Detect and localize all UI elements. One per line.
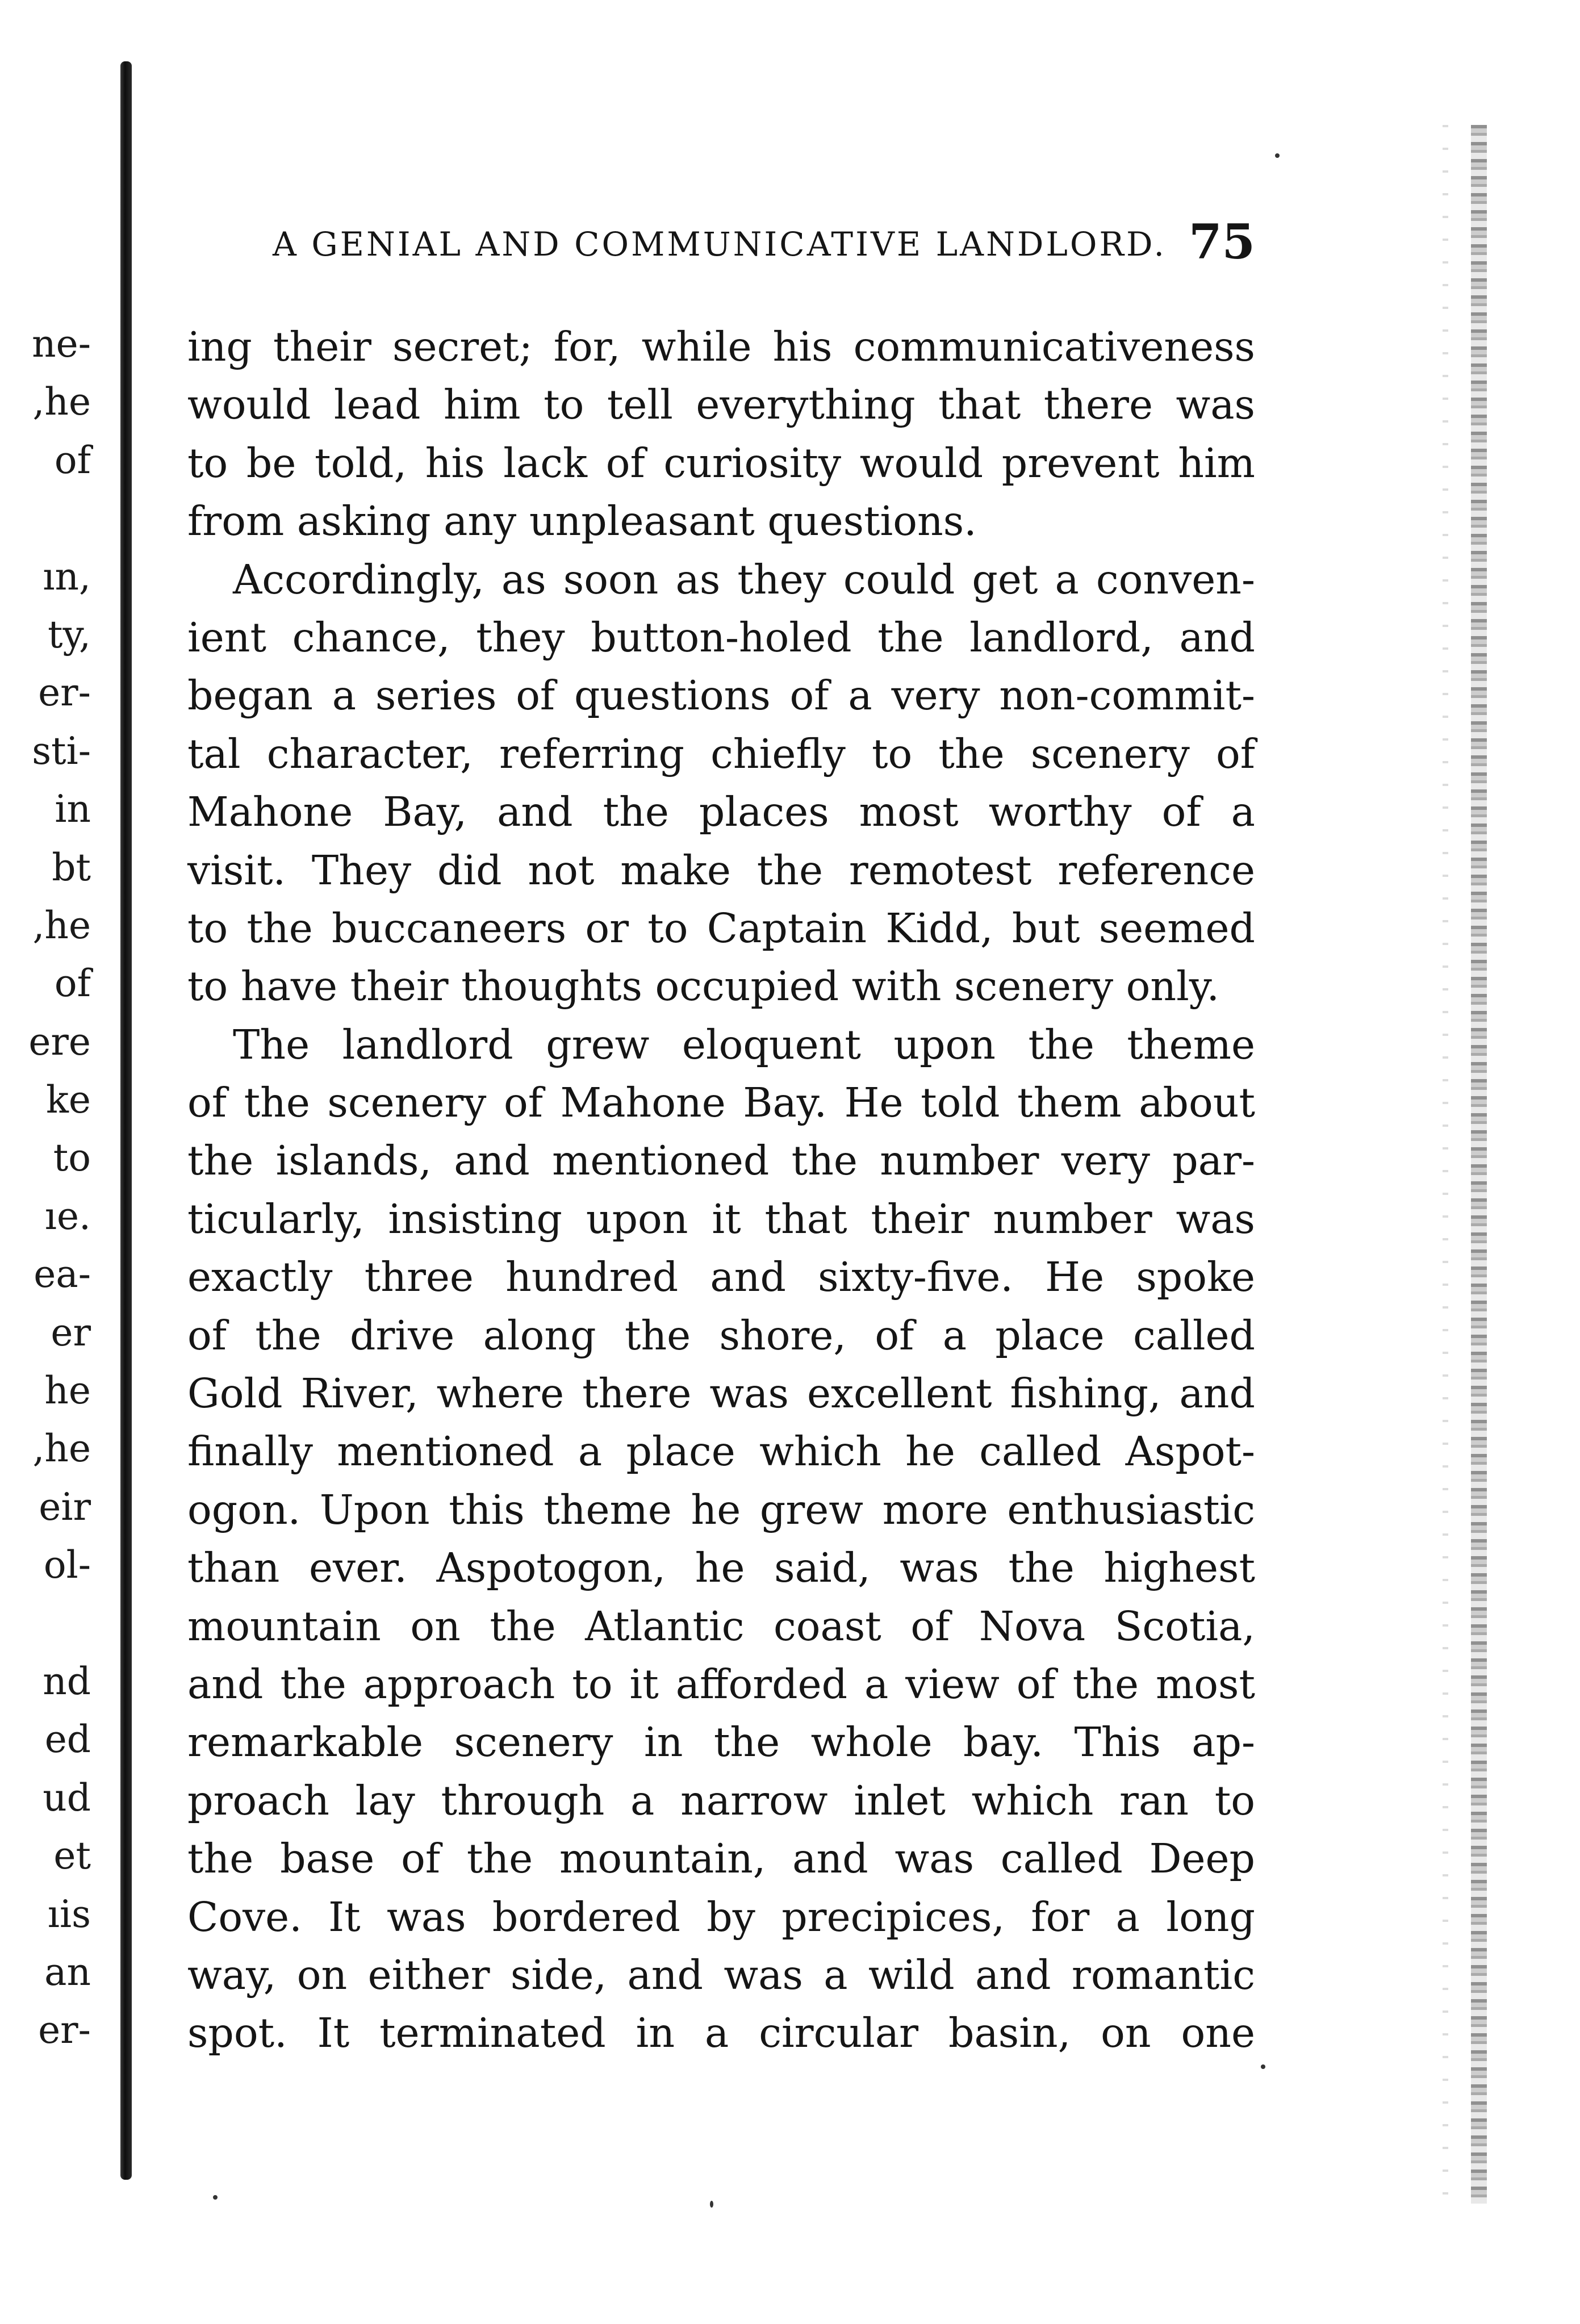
facing-line: ed bbox=[44, 1717, 91, 1762]
ink-speck bbox=[1275, 153, 1280, 158]
page-edge-shadow-outer bbox=[1443, 125, 1448, 2204]
text-line: and the approach to it afforded a view of the most bbox=[187, 1660, 1255, 1708]
text-line: spot. It terminated in a circular basin, on one bbox=[187, 2009, 1255, 2057]
facing-line: to bbox=[53, 1136, 91, 1180]
running-header bbox=[273, 214, 1255, 278]
text-line: to be told, his lack of curiosity would prevent him bbox=[187, 439, 1255, 487]
ink-speck bbox=[710, 2201, 713, 2208]
text-line: remarkable scenery in the whole bay. This ap- bbox=[187, 1719, 1255, 1766]
ink-speck bbox=[1261, 2064, 1265, 2069]
text-line: of the drive along the shore, of a place called bbox=[187, 1311, 1255, 1359]
facing-line: ke bbox=[45, 1078, 91, 1122]
facing-line: nd bbox=[43, 1659, 91, 1703]
text-line: from asking any unpleasant questions. bbox=[187, 498, 977, 545]
facing-line bbox=[0, 1595, 114, 1653]
text-line: ing their secret; for, while his communicativeness bbox=[187, 323, 1255, 370]
text-line: than ever. Aspotogon, he said, was the highest bbox=[187, 1544, 1255, 1592]
facing-line: ere bbox=[28, 1019, 91, 1064]
text-line: would lead him to tell everything that there was bbox=[187, 381, 1255, 429]
text-line: mountain on the Atlantic coast of Nova Scotia, bbox=[187, 1602, 1255, 1650]
facing-line: ,he bbox=[32, 380, 91, 424]
facing-line: sti- bbox=[32, 729, 91, 773]
text-line: exactly three hundred and sixty-five. He spoke bbox=[187, 1253, 1255, 1301]
text-line: the islands, and mentioned the number very par- bbox=[187, 1137, 1255, 1185]
facing-line: ea- bbox=[34, 1252, 91, 1297]
text-line: visit. They did not make the remotest reference bbox=[187, 846, 1255, 894]
facing-line: er bbox=[51, 1310, 91, 1355]
text-line: ient chance, they button-holed the landlord, and bbox=[187, 613, 1255, 661]
page-edge-shadow bbox=[1471, 125, 1487, 2204]
facing-line: eir bbox=[39, 1485, 91, 1529]
facing-line: of bbox=[54, 962, 91, 1006]
running-title: A GENIAL AND COMMUNICATIVE LANDLORD. bbox=[273, 225, 1167, 264]
facing-line: in bbox=[55, 787, 91, 831]
facing-line: et bbox=[53, 1834, 91, 1878]
ink-speck bbox=[213, 2195, 218, 2200]
facing-line bbox=[0, 490, 114, 547]
facing-line: ne- bbox=[32, 322, 91, 366]
facing-line: ,he bbox=[32, 1427, 91, 1471]
text-line: to have their thoughts occupied with scenery only. bbox=[187, 963, 1220, 1010]
text-line: Mahone Bay, and the places most worthy of a bbox=[187, 788, 1255, 836]
facing-line: er- bbox=[38, 2008, 91, 2053]
facing-line: ,he bbox=[32, 903, 91, 947]
facing-line: ol- bbox=[43, 1543, 91, 1587]
text-line: ticularly, insisting upon it that their number was bbox=[187, 1195, 1255, 1243]
body-text bbox=[187, 318, 1255, 2063]
text-line: to the buccaneers or to Captain Kidd, but seemed bbox=[187, 904, 1255, 952]
page-number: 75 bbox=[1189, 214, 1255, 270]
facing-line: an bbox=[44, 1950, 91, 1994]
facing-line: he bbox=[44, 1369, 91, 1413]
text-line: way, on either side, and was a wild and romantic bbox=[187, 1951, 1255, 1999]
text-line: Gold River, where there was excellent fishing, and bbox=[187, 1370, 1255, 1418]
facing-line: ty, bbox=[47, 612, 91, 657]
facing-line: of bbox=[54, 438, 91, 482]
facing-page-fragments bbox=[0, 315, 114, 2060]
text-line: tal character, referring chiefly to the scenery of bbox=[187, 730, 1255, 778]
facing-line: ın, bbox=[43, 554, 91, 599]
facing-line: ud bbox=[43, 1775, 91, 1820]
text-line: Cove. It was bordered by precipices, for a long bbox=[187, 1893, 1255, 1941]
text-line: ogon. Upon this theme he grew more enthusiastic bbox=[187, 1486, 1255, 1533]
facing-line: ıe. bbox=[44, 1194, 91, 1238]
facing-line: ıis bbox=[47, 1892, 91, 1936]
gutter-shadow bbox=[120, 61, 132, 2180]
facing-line: bt bbox=[52, 845, 91, 889]
text-line: began a series of questions of a very non-commit- bbox=[187, 672, 1255, 720]
text-line: of the scenery of Mahone Bay. He told them about bbox=[187, 1079, 1255, 1127]
text-line: The landlord grew eloquent upon the theme bbox=[233, 1021, 1255, 1068]
text-line: proach lay through a narrow inlet which ran to bbox=[187, 1777, 1255, 1824]
text-line: the base of the mountain, and was called Deep bbox=[187, 1835, 1255, 1883]
text-line: Accordingly, as soon as they could get a conven- bbox=[233, 555, 1255, 603]
text-line: finally mentioned a place which he called Aspot- bbox=[187, 1428, 1255, 1476]
facing-line: er- bbox=[38, 671, 91, 715]
